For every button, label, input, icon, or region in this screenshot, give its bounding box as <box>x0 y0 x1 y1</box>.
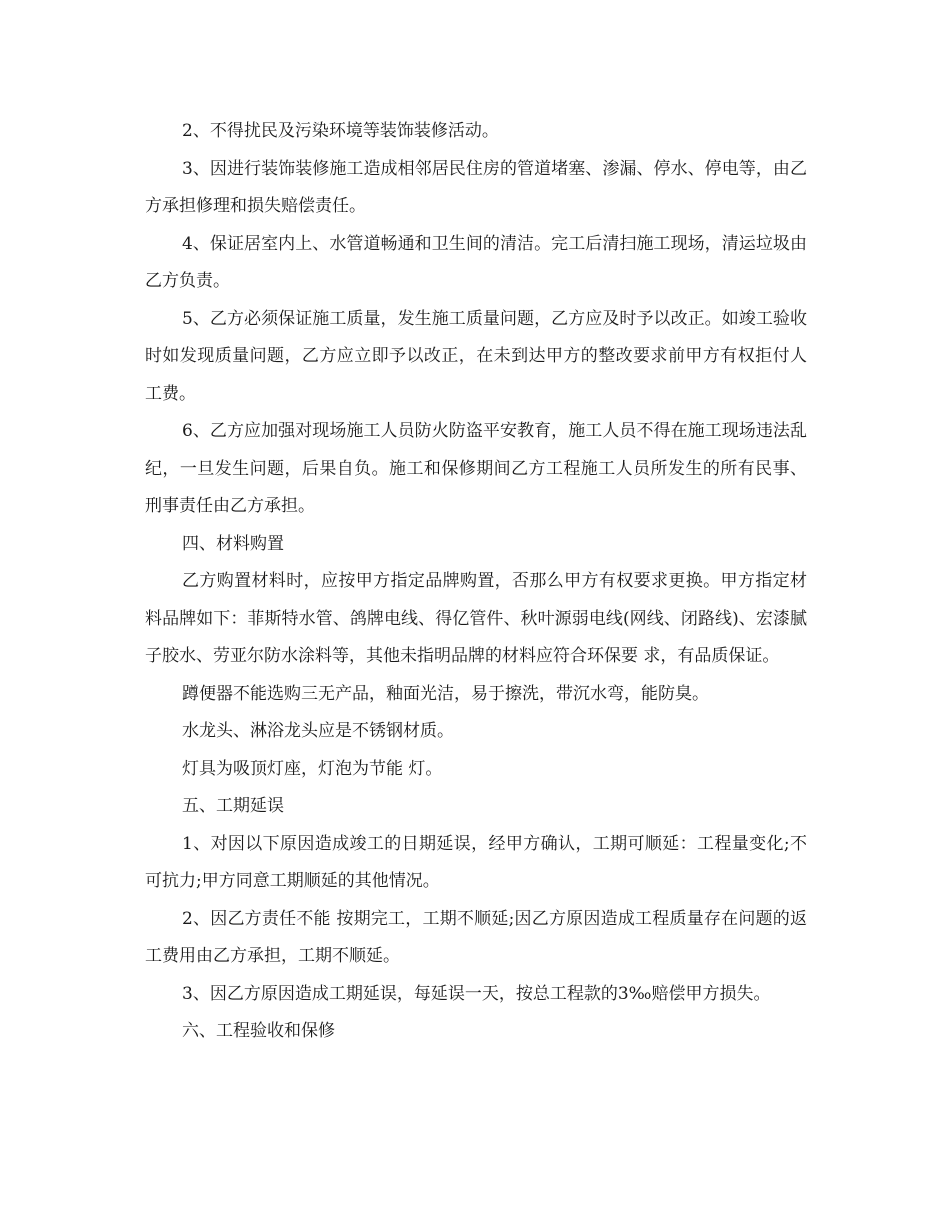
paragraph-clause-3: 3、因进行装饰装修施工造成相邻居民住房的管道堵塞、渗漏、停水、停电等，由乙方承担修理和损失赔偿责任。 <box>145 158 807 216</box>
paragraph-delay-3: 3、因乙方原因造成工期延误，每延误一天，按总工程款的3‰赔偿甲方损失。 <box>182 983 771 1004</box>
paragraph-delay-2: 2、因乙方责任不能 按期完工，工期不顺延;因乙方原因造成工程质量存在问题的返工费用由乙方承担，工期不顺延。 <box>145 908 807 966</box>
paragraph-material-brands: 乙方购置材料时，应按甲方指定品牌购置，否那么甲方有权要求更换。甲方指定材料品牌如下：菲斯特水管、鸽牌电线、得亿管件、秋叶源弱电线(网线、闭路线)、宏漆腻子胶水、劳亚尔防水涂料等，其他未指明品牌的材料应符合环保要 求，有品质保证。 <box>145 571 807 666</box>
section-heading-acceptance: 六、工程验收和保修 <box>182 1021 335 1041</box>
paragraph-clause-6: 6、乙方应加强对现场施工人员防火防盗平安教育，施工人员不得在施工现场违法乱纪，一旦发生问题，后果自负。施工和保修期间乙方工程施工人员所发生的所有民事、刑事责任由乙方承担。 <box>145 421 807 516</box>
paragraph-delay-1: 1、对因以下原因造成竣工的日期延误，经甲方确认，工期可顺延：工程量变化;不可抗力;甲方同意工期顺延的其他情况。 <box>145 833 807 891</box>
document-body <box>145 113 807 1051</box>
section-heading-materials: 四、材料购置 <box>182 533 284 554</box>
paragraph-toilet: 蹲便器不能选购三无产品，釉面光洁，易于擦洗，带沉水弯，能防臭。 <box>182 683 709 704</box>
section-heading-delay: 五、工期延误 <box>182 796 284 816</box>
paragraph-clause-5: 5、乙方必须保证施工质量，发生施工质量问题，乙方应及时予以改正。如竣工验收时如发现质量问题，乙方应立即予以改正，在未到达甲方的整改要求前甲方有权拒付人工费。 <box>145 308 807 404</box>
paragraph-clause-4: 4、保证居室内上、水管道畅通和卫生间的清洁。完工后清扫施工现场，清运垃圾由乙方负责。 <box>145 233 807 291</box>
paragraph-faucet: 水龙头、淋浴龙头应是不锈钢材质。 <box>182 721 454 741</box>
paragraph-clause-2: 2、不得扰民及污染环境等装饰装修活动。 <box>182 121 499 141</box>
paragraph-lighting: 灯具为吸顶灯座，灯泡为节能 灯。 <box>182 758 443 779</box>
